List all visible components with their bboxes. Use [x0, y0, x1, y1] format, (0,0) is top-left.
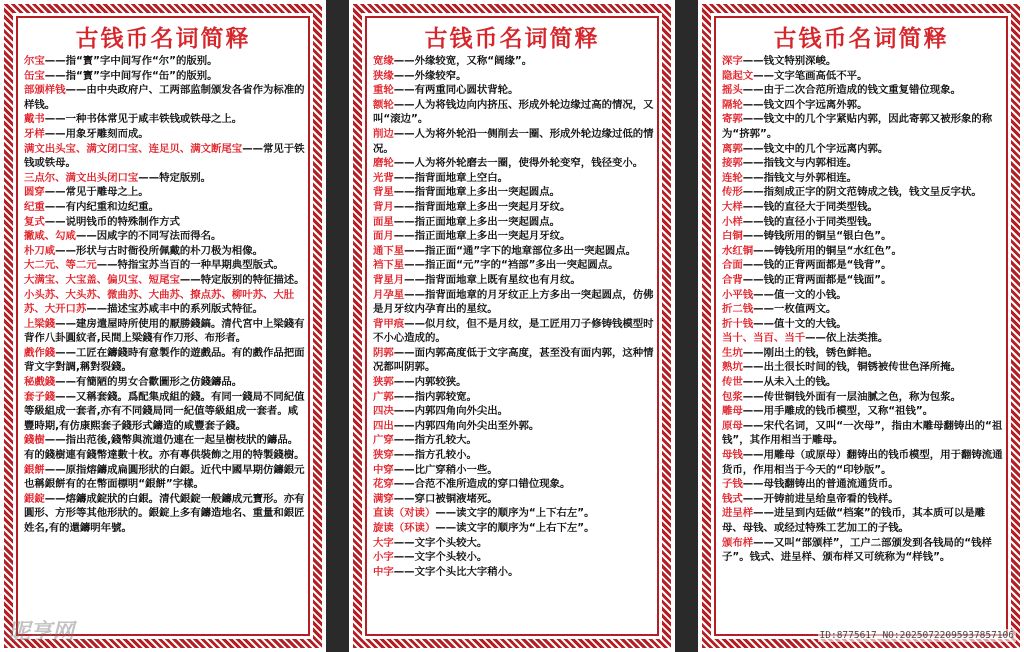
glossary-entry [373, 98, 655, 127]
entry-description: ——出土很长时间的钱，铜锈被传世色泽所掩。 [742, 361, 961, 374]
glossary-entry [722, 317, 1004, 332]
glossary-entry [722, 288, 1004, 303]
entry-description: ——指方孔较小。 [393, 449, 477, 462]
glossary-entry [24, 463, 306, 492]
entry-term: 隔轮 [722, 98, 743, 111]
entry-description: ——面内郭高度低于文字高度，甚至没有面内郭，这种情况都叫阴郭。 [373, 346, 654, 374]
panel-title: 古钱币名词简释 [424, 26, 600, 52]
entry-term: 合面 [722, 259, 743, 272]
entry-description: ——钱的直径小于同类型钱。 [742, 215, 878, 228]
glossary-entry [722, 492, 1004, 507]
entry-description: ——内郭较狭。 [393, 376, 467, 389]
entry-description: ——从未入土的钱。 [742, 376, 837, 389]
glossary-entry [24, 142, 306, 171]
entry-description: ——内郭四角向外尖出。 [393, 405, 509, 418]
watermark-logo: 昵享网 [8, 620, 75, 645]
glossary-entry [373, 419, 655, 434]
entry-description: ——工匠在鑄錢時有意製作的遊戲品。有的戲作品把面背文字對調,稱對裂錢。 [24, 346, 305, 374]
entry-term: 熟坑 [722, 361, 743, 374]
entry-description: ——读文字的顺序为“上下右左”。 [435, 507, 595, 520]
entry-description: ——又叫“部颁样”，工户二部颁发到各钱局的“钱样子”。钱式、进呈样、颁布样又可统称为“样钱”。 [722, 536, 992, 564]
entry-term: 光背 [373, 171, 394, 184]
glossary-entry [722, 142, 1004, 157]
entry-description: ——合范不准所造成的穿口错位现象。 [393, 478, 571, 491]
entry-description: ——钱文四个字远离外郭。 [742, 98, 868, 111]
entry-description: ——值十文的大钱。 [753, 317, 847, 330]
entry-term: 钱式 [722, 492, 743, 505]
entry-term: 背星月 [373, 273, 405, 286]
entry-description: ——文字个头较小。 [393, 551, 488, 564]
entry-term: 直读（对读） [373, 507, 436, 520]
glossary-entry [24, 200, 306, 215]
entry-term: 裆下星 [373, 259, 405, 272]
glossary-entry [373, 506, 655, 521]
entry-term: 面星 [373, 215, 394, 228]
entry-term: 折十钱 [722, 317, 754, 330]
entry-description: ——指出范後,錢幣與流道仍連在一起呈樹枝狀的鑄品。有的錢樹連有錢幣達數十枚。亦有專供裝飾之用的特製錢樹。 [24, 434, 305, 462]
entry-description: ——传世铜钱外面有一层油腻之色，称为包浆。 [742, 390, 961, 403]
entry-term: 满文出头宝、满文闭口宝、连足贝、满文断尾宝 [24, 142, 243, 155]
glossary-entry [373, 521, 655, 536]
entry-term: 背月 [373, 200, 394, 213]
entry-description: ——人为将外轮沿一侧削去一圈、形成外轮边缘过低的情况。 [373, 127, 654, 155]
entry-term: 牙样 [24, 127, 45, 140]
glossary-entry [722, 360, 1004, 375]
glossary-entry [722, 215, 1004, 230]
entry-description: ——刚出土的钱，锈色鲜艳。 [742, 346, 878, 359]
glossary-entry [722, 69, 1004, 84]
entry-term: 尔宝 [24, 55, 45, 67]
entry-term: 大满宝、大宝盖、偏贝宝、短尾宝 [24, 273, 180, 286]
glossary-entry [24, 492, 306, 536]
glossary-entry [722, 185, 1004, 200]
entry-description: ——指钱文与内郭相连。 [742, 157, 858, 170]
glossary-entry [373, 229, 655, 244]
entry-description: ——又稱套錢。爲配集成組的錢。有同一錢局不同紀值等級組成一套者,亦有不同錢局同一紀值等級組成一套者。咸豐時期,有仿康熙套子錢形式鑄造的咸豐套子錢。 [24, 390, 305, 432]
glossary-entry [373, 404, 655, 419]
entry-list [373, 54, 655, 579]
entry-description: ——穿口被铜液堵死。 [393, 492, 498, 505]
glossary-entry [373, 69, 655, 84]
glossary-entry [24, 54, 306, 69]
entry-description: ——外缘较宽，又称“阔缘”。 [393, 55, 533, 67]
entry-term: 中字 [373, 565, 394, 578]
entry-description: ——指背面地章上多出一突起圆点。 [393, 186, 561, 199]
entry-description: ——因咸字的不同写法而得名。 [75, 230, 222, 243]
entry-term: 复式 [24, 215, 45, 228]
glossary-entry [722, 419, 1004, 448]
glossary-entry [722, 390, 1004, 405]
glossary-entry [24, 433, 306, 462]
glossary-entry [24, 390, 306, 434]
glossary-entry [722, 477, 1004, 492]
glossary-entry [24, 258, 306, 273]
entry-term: 广郭 [373, 390, 394, 403]
entry-description: ——读文字的顺序为“上右下左”。 [435, 522, 595, 534]
entry-description: ——用象牙雕刻而成。 [44, 127, 149, 140]
entry-term: 花穿 [373, 478, 394, 491]
entry-term: 隐起文 [722, 69, 754, 82]
entry-description: ——由于二次合范所造成的钱文重复错位现象。 [742, 84, 961, 97]
entry-description: ——人为将钱边向内挤压、形成外轮边缘过高的情况，又叫“滚边”。 [373, 98, 654, 126]
glossary-entry [722, 83, 1004, 98]
entry-term: 合背 [722, 273, 743, 286]
entry-term: 雕母 [722, 405, 743, 418]
glossary-entry [722, 346, 1004, 361]
entry-description: ——指背面地章上既有星纹也有月纹。 [404, 273, 581, 286]
glossary-entry [24, 317, 306, 346]
glossary-entry [24, 127, 306, 142]
entry-description: ——特定版别。 [138, 171, 212, 184]
glossary-entry [373, 83, 655, 98]
entry-term: 离郭 [722, 142, 743, 155]
entry-term: 旋读（环读） [373, 522, 436, 534]
watermark-id: ID:8775617 NO:20250722095937857106 [819, 630, 1014, 641]
entry-term: 当十、当百、当千 [722, 332, 806, 345]
entry-description: ——人为将外轮磨去一圈，使得外轮变窄，钱径变小。 [393, 157, 644, 170]
entry-term: 大字 [373, 536, 394, 549]
glossary-entry [722, 331, 1004, 346]
entry-term: 阴郭 [373, 346, 394, 359]
entry-term: 生坑 [722, 346, 743, 359]
entry-term: 纪重 [24, 200, 45, 213]
glossary-entry [722, 229, 1004, 244]
entry-term: 錢樹 [24, 434, 45, 447]
entry-term: 满穿 [373, 492, 394, 505]
glossary-entry [373, 244, 655, 259]
entry-description: ——熔鑄成錠狀的白銀。清代銀錠一般鑄成元寶形。亦有圓形、方形等其他形狀的。銀錠上多有鑄造地名、重量和銀匠姓名,有的還鑄明年號。 [24, 492, 305, 534]
entry-description: ——指钱文与外郭相连。 [742, 171, 858, 184]
entry-term: 月孕星 [373, 288, 405, 301]
entry-term: 狭穿 [373, 449, 394, 462]
entry-term: 削边 [373, 127, 394, 140]
entry-description: ——依上法类推。 [805, 332, 889, 345]
entry-term: 銀餅 [24, 463, 45, 476]
entry-description: ——指正面地章上多出一突起月牙纹。 [393, 230, 571, 243]
glossary-entry [24, 215, 306, 230]
entry-description: ——一种书体常见于咸丰铁钱或铁母之上。 [44, 113, 243, 126]
entry-term: 三点尔、满文出头闭口宝 [24, 171, 139, 184]
entry-term: 狭缘 [373, 69, 394, 82]
glossary-entry [373, 54, 655, 69]
glossary-entry [373, 215, 655, 230]
glossary-entry [24, 69, 306, 84]
entry-term: 折二钱 [722, 303, 754, 316]
panel-3 [698, 0, 1024, 652]
glossary-entry [24, 171, 306, 186]
entry-description: ——钱的正背两面都是“钱背”。 [742, 259, 892, 272]
entry-description: ——用手雕成的钱币模型，又称“祖钱”。 [742, 405, 934, 418]
entry-description: ——有簡陋的男女合歡圖形之仿錢鑄品。 [55, 376, 243, 389]
entry-term: 子钱 [722, 478, 743, 491]
glossary-entry [24, 112, 306, 127]
entry-term: 深字 [722, 55, 743, 67]
entry-description: ——指“寳”字中间写作“缶”的版别。 [44, 69, 218, 82]
entry-term: 上梁錢 [24, 317, 56, 330]
glossary-entry [722, 244, 1004, 259]
entry-term: 戴书 [24, 113, 45, 126]
entry-description: ——钱文中的几个字远离内郭。 [742, 142, 889, 155]
entry-term: 秘戲錢 [24, 376, 56, 389]
entry-term: 重轮 [373, 84, 394, 97]
panel-title: 古钱币名词简释 [75, 26, 251, 52]
glossary-entry [373, 200, 655, 215]
glossary-entry [373, 463, 655, 478]
glossary-entry [373, 127, 655, 156]
glossary-entry [722, 375, 1004, 390]
entry-description: ——钱文特别深峻。 [742, 55, 837, 67]
glossary-entry [373, 550, 655, 565]
entry-term: 小头苏、大头苏、微曲苏、大曲苏、撩点苏、柳叶苏、大肚苏、大开口苏 [24, 288, 295, 316]
entry-term: 撇咸、勾咸 [24, 230, 76, 243]
glossary-entry [722, 273, 1004, 288]
entry-description: ——特定版别的特征描述。 [179, 273, 305, 286]
glossary-entry [373, 346, 655, 375]
entry-term: 背星 [373, 186, 394, 199]
glossary-entry [722, 54, 1004, 69]
entry-description: ——开铸前进呈给皇帝看的钱样。 [742, 492, 899, 505]
glossary-entry [373, 565, 655, 580]
glossary-entry [373, 288, 655, 317]
glossary-entry [24, 288, 306, 317]
entry-description: ——指背面地章上多出一突起月牙纹。 [393, 200, 571, 213]
entry-description: ——常见于雕母之上。 [44, 186, 149, 199]
entry-description: ——一枚值两文。 [753, 303, 837, 316]
panel-title: 古钱币名词简释 [773, 26, 949, 52]
entry-description: ——形状与古时衙役所佩戴的朴刀极为相像。 [55, 244, 263, 257]
glossary-entry [722, 302, 1004, 317]
entry-term: 大样 [722, 200, 743, 213]
glossary-entry [722, 448, 1004, 477]
glossary-entry [24, 375, 306, 390]
entry-description: ——值一文的小钱。 [753, 288, 847, 301]
entry-term: 套子錢 [24, 390, 56, 403]
glossary-entry [722, 536, 1004, 565]
entry-description: ——外缘较窄。 [393, 69, 467, 82]
glossary-entry [373, 536, 655, 551]
entry-description: ——宋代名词，又叫“一次母”，指由木雕母翻铸出的“祖钱”，其作用相当于雕母。 [722, 419, 1003, 447]
entry-term: 四出 [373, 419, 394, 432]
glossary-entry [373, 375, 655, 390]
entry-term: 摇头 [722, 84, 743, 97]
entry-list [722, 54, 1004, 565]
glossary-entry [373, 448, 655, 463]
entry-term: 小样 [722, 215, 743, 228]
entry-description: ——指正面“通”字下的地章部位多出一突起圆点。 [404, 244, 637, 257]
entry-description: ——指正面“元”字的“裆部”多出一突起圆点。 [404, 259, 619, 272]
glossary-entry [373, 433, 655, 448]
entry-term: 小字 [373, 551, 394, 564]
entry-description: ——文字个头比大字稍小。 [393, 565, 519, 578]
entry-description: ——描述宝苏咸丰中的系列版式特征。 [86, 303, 263, 316]
entry-term: 銀錠 [24, 492, 45, 505]
entry-term: 宽缘 [373, 55, 394, 67]
glossary-entry [373, 185, 655, 200]
entry-term: 白铜 [722, 230, 743, 243]
entry-description: ——指背面地章的月牙纹正上方多出一突起圆点，仿佛是月牙纹内孕育出的星纹。 [373, 288, 654, 316]
glossary-entry [722, 200, 1004, 215]
glossary-entry [373, 258, 655, 273]
glossary-entry [373, 273, 655, 288]
entry-description: ——说明钱币的特殊制作方式 [44, 215, 180, 228]
glossary-entry [373, 171, 655, 186]
glossary-entry [722, 171, 1004, 186]
entry-description: ——比广穿稍小一些。 [393, 463, 498, 476]
entry-term: 大二元、等二元 [24, 259, 97, 272]
glossary-entry [24, 244, 306, 259]
entry-description: ——指方孔较大。 [393, 434, 477, 447]
entry-description: ——钱文中的几个字紧贴内郭，因此寄郭又被形象的称为“挤郭”。 [722, 113, 993, 140]
entry-term: 中穿 [373, 463, 394, 476]
entry-term: 进呈样 [722, 507, 754, 520]
entry-description: ——常见于铁钱或铁母。 [24, 142, 305, 170]
entry-term: 包浆 [722, 390, 743, 403]
entry-term: 母钱 [722, 449, 743, 462]
glossary-entry [24, 229, 306, 244]
entry-term: 寄郭 [722, 113, 743, 126]
entry-term: 原母 [722, 419, 743, 432]
entry-term: 缶宝 [24, 69, 45, 82]
entry-term: 接郭 [722, 157, 743, 170]
entry-description: ——铸钱所用的铜呈“水红色”。 [753, 244, 902, 257]
entry-term: 狭郭 [373, 376, 394, 389]
entry-term: 圆穿 [24, 186, 45, 199]
entry-term: 部颁样钱 [24, 84, 66, 97]
glossary-entry [373, 317, 655, 346]
glossary-entry [373, 492, 655, 507]
entry-description: ——文字个头较大。 [393, 536, 488, 549]
entry-term: 戲作錢 [24, 346, 56, 359]
entry-description: ——进呈到内廷做“档案”的钱币，其本质可以是雕母、母钱、或经过特殊工艺加工的子钱。 [722, 507, 986, 534]
glossary-entry [24, 273, 306, 288]
entry-term: 通下星 [373, 244, 405, 257]
entry-term: 颁布样 [722, 536, 754, 549]
entry-description: ——指正面地章上多出一突起圆点。 [393, 215, 561, 228]
entry-description: ——文字笔画高低不平。 [753, 69, 868, 82]
entry-description: ——铸钱所用的铜呈“银白色”。 [742, 230, 892, 243]
entry-description: ——有两重同心圆状背轮。 [393, 84, 519, 97]
entry-list [24, 54, 306, 536]
entry-term: 传形 [722, 186, 743, 199]
entry-term: 背甲痕 [373, 317, 405, 330]
entry-description: ——原指熔鑄成扁圓形狀的白銀。近代中國早期仿鑄銀元也稱銀餅有的在幣面標明“銀餅”字樣。 [24, 463, 305, 491]
entry-description: ——指“寳”字中间写作“尔”的版别。 [44, 55, 218, 67]
entry-description: ——指背面地章上空白。 [393, 171, 509, 184]
glossary-entry [722, 156, 1004, 171]
entry-term: 连轮 [722, 171, 743, 184]
entry-description: ——钱的正背两面都是“钱面”。 [742, 273, 892, 286]
glossary-entry [373, 156, 655, 171]
entry-term: 面月 [373, 230, 394, 243]
glossary-entry [722, 112, 1004, 141]
glossary-entry [373, 477, 655, 492]
entry-description: ——建房遣屋時所使用的厭勝錢鎬。清代宮中上梁錢有背作八卦圓紋者,民間上梁錢有作刀形、布形者。 [24, 317, 305, 345]
entry-description: ——指内郭较宽。 [393, 390, 477, 403]
glossary-entry [722, 98, 1004, 113]
entry-term: 朴刀咸 [24, 244, 56, 257]
entry-description: ——钱的直径大于同类型钱。 [742, 200, 878, 213]
entry-description: ——似月纹，但不是月纹，是工匠用刀子修铸钱模型时不小心造成的。 [373, 317, 654, 345]
entry-term: 水红铜 [722, 244, 754, 257]
entry-description: ——用雕母（或原母）翻铸出的钱币模型，用于翻铸流通货币，作用相当于今天的“印钞版”。 [722, 449, 1003, 476]
entry-term: 小平钱 [722, 288, 754, 301]
glossary-entry [722, 506, 1004, 535]
entry-term: 四决 [373, 405, 394, 418]
glossary-entry [24, 83, 306, 112]
entry-description: ——有内纪重和边纪重。 [44, 200, 160, 213]
entry-term: 传世 [722, 376, 743, 389]
glossary-entry [722, 404, 1004, 419]
entry-description: ——特指宝苏当百的一种早期典型版式。 [96, 259, 284, 272]
entry-term: 广穿 [373, 434, 394, 447]
entry-description: ——由中央政府户、工两部监制颁发各省作为标准的样钱。 [24, 84, 305, 111]
glossary-entry [722, 258, 1004, 273]
glossary-entry [373, 390, 655, 405]
glossary-entry [24, 185, 306, 200]
panel-2 [349, 0, 675, 652]
entry-description: ——指刻成正字的阴文范铸成之钱，钱文呈反字状。 [742, 186, 982, 199]
entry-description: ——内郭四角向外尖出至外郭。 [393, 419, 540, 432]
panel-1 [0, 0, 326, 652]
glossary-entry [24, 346, 306, 375]
entry-description: ——母钱翻铸出的普通流通货币。 [742, 478, 899, 491]
entry-term: 额轮 [373, 98, 394, 111]
entry-term: 磨轮 [373, 157, 394, 170]
